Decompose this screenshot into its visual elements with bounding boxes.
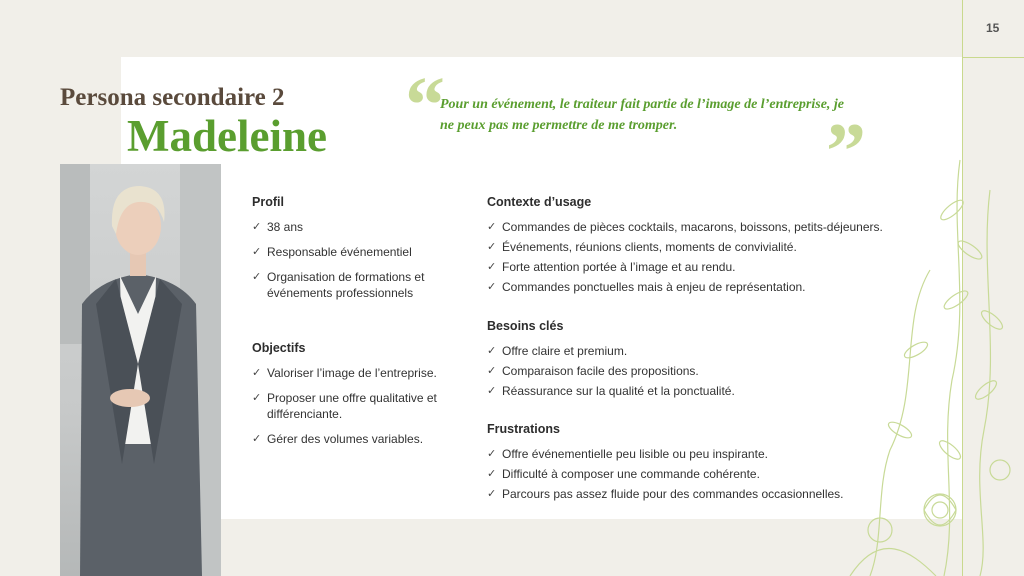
contexte-item: ✓ Événements, réunions clients, moments de convivialité. [487,239,927,255]
profil-item: ✓ 38 ans [252,219,462,235]
objectifs-item: ✓ Proposer une offre qualitative et différenciante. [252,390,462,422]
objectifs-section [252,341,462,456]
frustrations-item: ✓ Offre événementielle peu lisible ou peu inspirante. [487,446,927,462]
contexte-item: ✓ Forte attention portée à l’image et au rendu. [487,259,927,275]
quote-close-icon: ” [826,108,866,196]
contexte-item: ✓ Commandes ponctuelles mais à enjeu de représentation. [487,279,927,295]
floral-illustration-icon [840,150,1024,576]
profil-item: ✓ Organisation de formations et événements professionnels [252,269,462,301]
besoins-title: Besoins clés [487,319,564,333]
page-number: 15 [986,21,1000,35]
contexte-item: ✓ Commandes de pièces cocktails, macarons, boissons, petits-déjeuners. [487,219,927,235]
profil-item: ✓ Responsable événementiel [252,244,462,260]
profil-section [252,195,462,310]
profil-title: Profil [252,195,284,209]
objectifs-item: ✓ Valoriser l’image de l’entreprise. [252,365,462,381]
objectifs-item: ✓ Gérer des volumes variables. [252,431,462,447]
frustrations-item: ✓ Difficulté à composer une commande cohérente. [487,466,927,482]
persona-name: Madeleine [127,111,327,161]
frustrations-item: ✓ Parcours pas assez fluide pour des commandes occasionnelles. [487,486,927,502]
besoins-item: ✓ Comparaison facile des propositions. [487,363,927,379]
quote-open-icon: “ [405,62,445,150]
objectifs-title: Objectifs [252,341,306,355]
frustrations-title: Frustrations [487,422,560,436]
besoins-item: ✓ Offre claire et premium. [487,343,927,359]
persona-photo [60,164,221,576]
decorative-horizontal-line [962,57,1024,58]
persona-quote: Pour un événement, le traiteur fait partie de l’image de l’entreprise, je ne peux pas me permettre de me tromper. [440,97,845,133]
persona-label: Persona secondaire 2 [60,84,285,111]
besoins-item: ✓ Réassurance sur la qualité et la ponctualité. [487,383,927,399]
contexte-title: Contexte d’usage [487,195,592,209]
